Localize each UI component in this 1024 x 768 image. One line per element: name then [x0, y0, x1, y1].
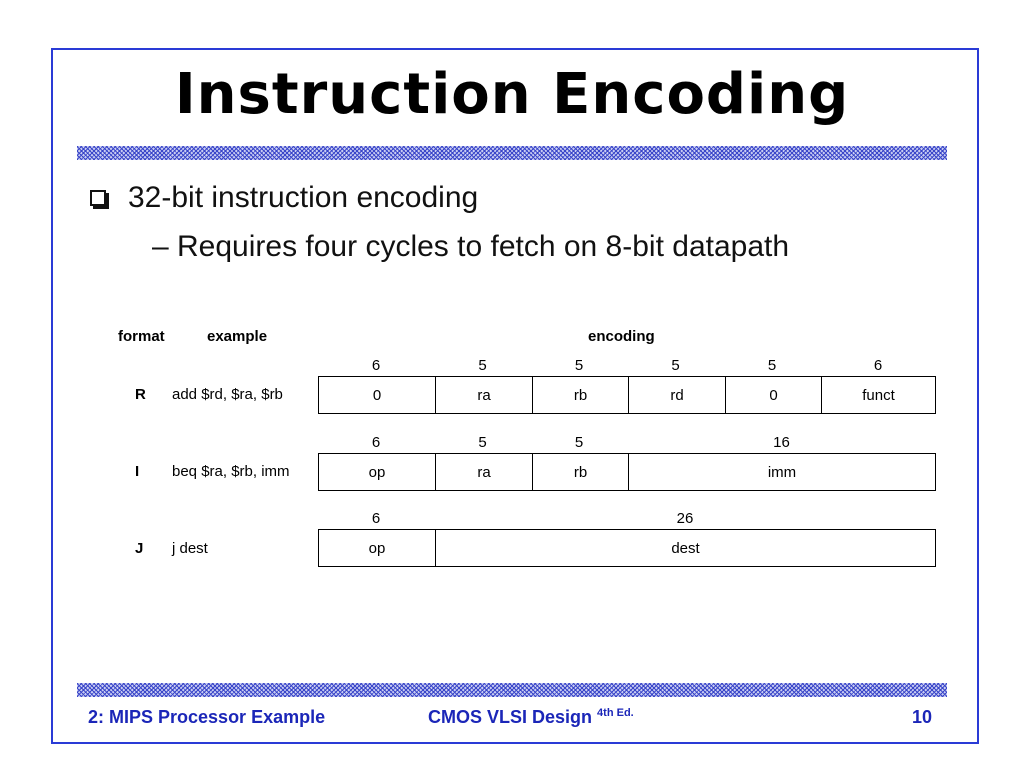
bit-width-label: 5 — [671, 357, 680, 374]
bit-width-label: 6 — [873, 357, 883, 374]
slide-title: Instruction Encoding — [174, 62, 850, 127]
encoding-field: op — [368, 539, 386, 557]
encoding-field: dest — [435, 530, 935, 566]
footer-course-title: CMOS VLSI Design — [428, 707, 593, 727]
sub-bullet-text: – Requires four cycles to fetch on 8-bit datapath — [152, 230, 790, 263]
example-i: beq $ra, $rb, imm — [172, 463, 290, 480]
header-encoding: encoding — [588, 328, 655, 345]
footer-edition: 4th Ed. — [597, 707, 634, 719]
bit-width-label: 5 — [478, 357, 487, 374]
encoding-field: ra — [435, 377, 532, 413]
bit-width-label: 5 — [574, 434, 584, 451]
footer-course — [428, 707, 634, 728]
page-number: 10 — [912, 707, 933, 727]
encoding-field: ra — [435, 454, 532, 490]
encoding-field: rb — [532, 377, 628, 413]
example-r: add $rd, $ra, $rb — [172, 386, 283, 403]
encoding-row-r — [318, 376, 936, 414]
bullet-text: 32-bit instruction encoding — [128, 181, 479, 214]
encoding-row-j — [318, 529, 936, 567]
encoding-field: rd — [628, 377, 725, 413]
top-pattern-rule — [77, 146, 947, 160]
bit-width-label: 5 — [767, 357, 777, 374]
footer-chapter: 2: MIPS Processor Example — [88, 707, 326, 727]
bullet-item — [90, 181, 478, 215]
bit-width-label: 5 — [478, 434, 487, 451]
bottom-pattern-rule — [77, 683, 947, 697]
header-format: format — [118, 328, 165, 345]
bit-width-label: 16 — [773, 434, 790, 451]
header-example: example — [207, 328, 268, 345]
encoding-field: funct — [821, 377, 935, 413]
encoding-field: op — [368, 463, 386, 481]
format-label-j: J — [135, 540, 144, 557]
bit-width-label: 6 — [371, 357, 381, 374]
bit-width-label: 6 — [371, 434, 381, 451]
bit-width-label: 6 — [371, 510, 381, 527]
format-label-i: I — [135, 463, 140, 480]
encoding-field: rb — [532, 454, 628, 490]
format-label-r: R — [135, 386, 146, 403]
encoding-field: 0 — [725, 377, 821, 413]
encoding-row-i — [318, 453, 936, 491]
encoding-field: imm — [628, 454, 935, 490]
checkbox-bullet-icon — [90, 190, 106, 206]
bit-width-label: 26 — [676, 510, 694, 527]
bit-width-label: 5 — [574, 357, 584, 374]
encoding-field: 0 — [372, 386, 382, 404]
example-j: j dest — [172, 540, 208, 557]
